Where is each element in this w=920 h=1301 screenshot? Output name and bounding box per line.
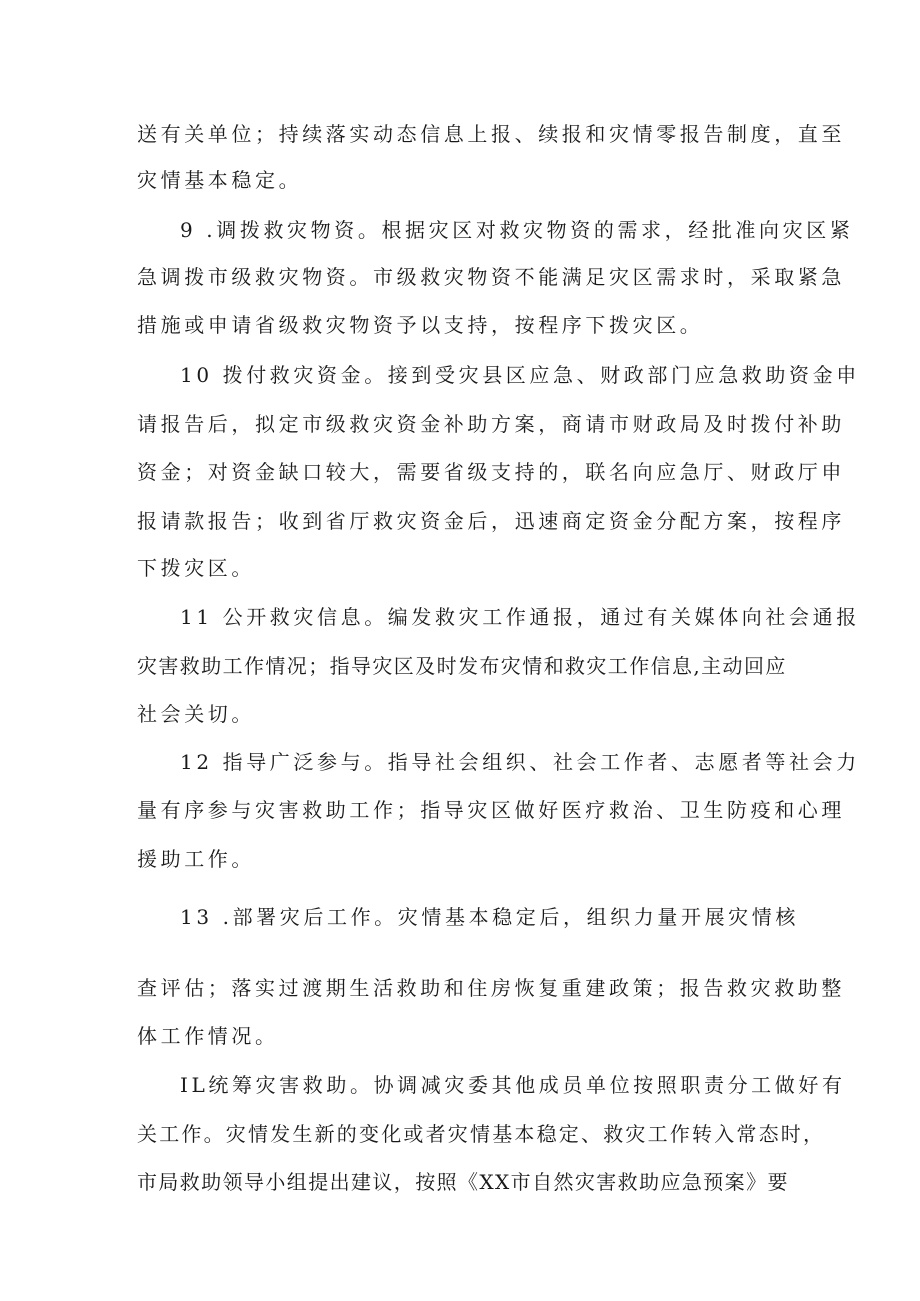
text-line: 社会关切。	[137, 702, 255, 726]
text-line: 量有序参与灾害救助工作；指导灾区做好医疗救治、卫生防疫和心理	[137, 798, 845, 822]
text-line: 体工作情况。	[137, 1024, 279, 1048]
text-line: 灾情基本稳定。	[137, 168, 303, 192]
text-line: 送有关单位；持续落实动态信息上报、续报和灾情零报告制度，直至	[137, 122, 845, 146]
paragraph-12-heading-line: 12 指导广泛参与。指导社会组织、社会工作者、志愿者等社会力	[180, 750, 860, 774]
text-line: 请报告后，拟定市级救灾资金补助方案，商请市财政局及时拨付补助	[137, 412, 845, 436]
paragraph-13-heading-line: 13 .部署灾后工作。灾情基本稳定后，组织力量开展灾情核	[180, 905, 799, 929]
paragraph-10-heading-line: 10 拨付救灾资金。接到受灾县区应急、财政部门应急救助资金申	[180, 363, 860, 387]
text-line: 资金；对资金缺口较大，需要省级支持的，联名向应急厅、财政厅申	[137, 460, 845, 484]
text-line: 灾害救助工作情况；指导灾区及时发布灾情和救灾工作信息,主动回应	[137, 654, 787, 678]
text-line: 关工作。灾情发生新的变化或者灾情基本稳定、救灾工作转入常态时，	[137, 1122, 826, 1146]
text-line: 急调拨市级救灾物资。市级救灾物资不能满足灾区需求时，采取紧急	[137, 265, 845, 289]
text-line: 援助工作。	[137, 847, 255, 871]
text-line: 措施或申请省级救灾物资予以支持，按程序下拨灾区。	[137, 313, 704, 337]
text-line: 报请款报告；收到省厅救灾资金后，迅速商定资金分配方案，按程序	[137, 509, 845, 533]
paragraph-9-heading-line: 9 .调拨救灾物资。根据灾区对救灾物资的需求，经批准向灾区紧	[180, 218, 854, 242]
paragraph-14-heading-line: IL统筹灾害救助。协调减灾委其他成员单位按照职责分工做好有	[180, 1073, 846, 1097]
text-line: 下拨灾区。	[137, 556, 255, 580]
paragraph-11-heading-line: 11 公开救灾信息。编发救灾工作通报，通过有关媒体向社会通报	[180, 605, 860, 629]
text-line: 市局救助领导小组提出建议，按照《XX市自然灾害救助应急预案》要	[137, 1170, 789, 1194]
text-line: 查评估；落实过渡期生活救助和住房恢复重建政策；报告救灾救助整	[137, 976, 845, 1000]
